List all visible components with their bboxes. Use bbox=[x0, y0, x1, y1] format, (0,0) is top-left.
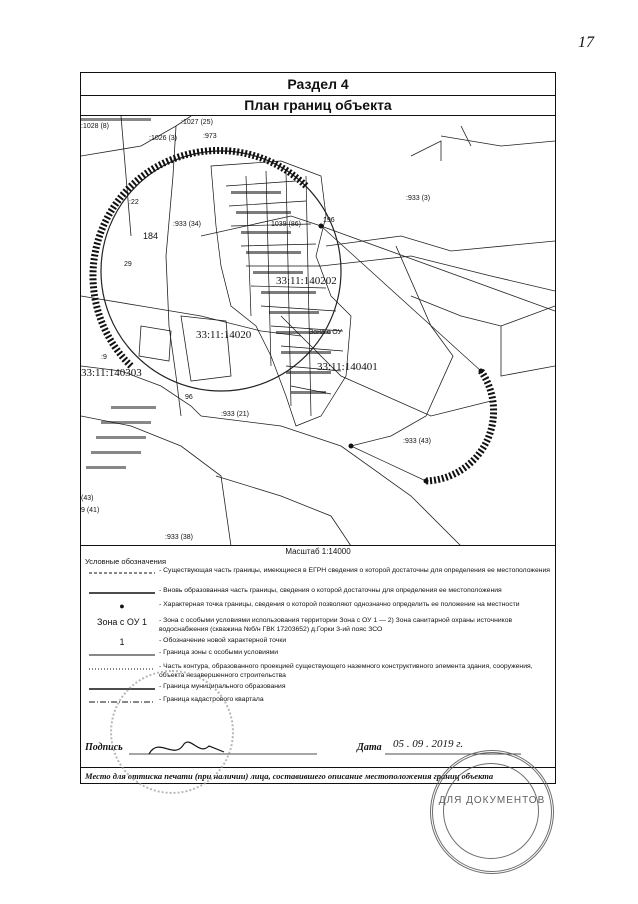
stamp-place-note: Место для оттиска печати (при наличии) лица, составившего описание местоположения границ объекта bbox=[81, 767, 555, 783]
seal-stamp-right bbox=[430, 750, 554, 874]
label-41: 9 (41) bbox=[81, 507, 100, 514]
label-43: (43) bbox=[81, 495, 94, 502]
signature-label: Подпись bbox=[85, 742, 123, 753]
label-quarter-14020: 33:11:14020 bbox=[196, 329, 252, 341]
map-drawing bbox=[81, 116, 555, 546]
boundary-points bbox=[319, 224, 484, 484]
label-933-38: :933 (38) bbox=[165, 534, 194, 541]
legend-text: - Граница кадастрового квартала bbox=[159, 696, 264, 703]
legend-text: - Граница зоны с особыми условиями bbox=[159, 649, 279, 656]
page-number: 17 bbox=[578, 34, 594, 51]
legend-text: - Зона с особыми условиями использования территории Зона с ОУ 1 — 2) Зона санитарной охраны источников водоснабжения (скважина №б/н ГВК 17203652) д.Горки 3-ий пояс ЗСО bbox=[159, 617, 513, 633]
plan-title: План границ объекта bbox=[81, 95, 555, 116]
label-933-34: :933 (34) bbox=[173, 221, 202, 228]
legend-text: - Характерная точка границы, сведения о которой позволяют однозначно определить ее положение на местности bbox=[159, 601, 520, 608]
label-quarter-140401: 33:11:140401 bbox=[317, 361, 378, 373]
legend-symbol: 1 bbox=[119, 637, 125, 647]
label-1028: :1028 (8) bbox=[81, 123, 110, 130]
legend-symbol bbox=[87, 567, 157, 579]
date-value: 05 . 09 . 2019 г. bbox=[393, 738, 464, 750]
label-96: 96 bbox=[185, 394, 193, 401]
legend-symbol bbox=[87, 587, 157, 599]
label-184: 184 bbox=[143, 231, 159, 241]
legend-symbol: Зона с ОУ 1 bbox=[97, 617, 147, 627]
label-1039: 1039 (86) bbox=[271, 221, 301, 228]
legend-text: - Граница муниципального образования bbox=[159, 683, 286, 690]
map-scale: Масштаб 1:14000 bbox=[81, 545, 555, 556]
legend-symbol bbox=[87, 663, 157, 675]
label-1027: :1027 (25) bbox=[181, 119, 213, 126]
zone-circle-1 bbox=[93, 150, 341, 391]
label-933-43: :933 (43) bbox=[403, 438, 432, 445]
legend-symbol bbox=[87, 649, 157, 661]
label-22: :22 bbox=[129, 199, 139, 206]
label-973: :973 bbox=[203, 133, 217, 140]
label-933-21: :933 (21) bbox=[221, 411, 250, 418]
section-heading: Раздел 4 bbox=[81, 73, 555, 96]
seal-stamp-left bbox=[110, 670, 234, 794]
label-9: :9 bbox=[101, 354, 107, 361]
label-zone: Зона с ОУ bbox=[309, 329, 343, 336]
label-quarter-140202: 33:11:140202 bbox=[276, 275, 337, 287]
label-933-3: :933 (3) bbox=[406, 195, 431, 202]
legend-text: - Вновь образованная часть границы, сведения о которой достаточны для определения ее местоположения bbox=[159, 587, 502, 594]
legend-text: - Существующая часть границы, имеющиеся в ЕГРН сведения о которой достаточны для определения ее местоположения bbox=[159, 567, 550, 574]
stamp-text: ДЛЯ ДОКУМЕНТОВ bbox=[438, 795, 546, 806]
label-196: 196 bbox=[323, 217, 335, 224]
label-1026: :1026 (3) bbox=[149, 135, 178, 142]
label-29: 29 bbox=[124, 261, 132, 268]
legend-text: - Часть контура, образованного проекцией существующего наземного конструктивного элемента здания, сооружения, объекта незавершенного строительства bbox=[159, 663, 533, 679]
point-icon: ● bbox=[119, 601, 125, 611]
legend-title: Условные обозначения bbox=[85, 557, 167, 566]
boundary-plan-map bbox=[81, 116, 555, 546]
label-quarter-140303: 33:11:140303 bbox=[81, 367, 142, 379]
legend-text: - Обозначение новой характерной точки bbox=[159, 637, 287, 644]
date-label: Дата bbox=[357, 742, 382, 753]
